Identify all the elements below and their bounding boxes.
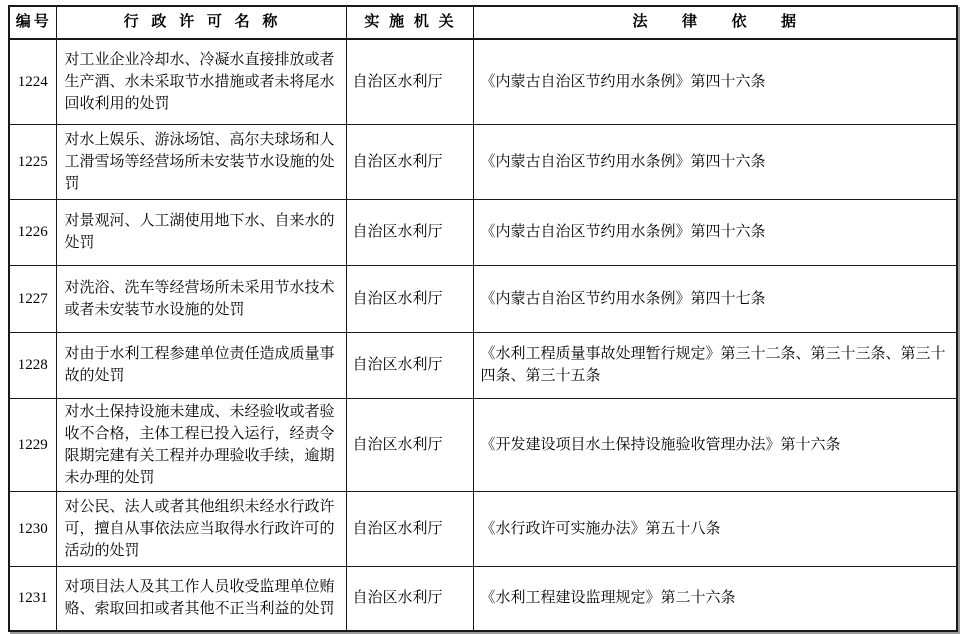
table-row <box>9 491 957 566</box>
cell-legal-basis: 《内蒙古自治区节约用水条例》第四十六条 <box>473 39 957 124</box>
cell-legal-basis: 《开发建设项目水土保持设施验收管理办法》第十六条 <box>473 398 957 491</box>
cell-permit-name: 对由于水利工程参建单位责任造成质量事故的处罚 <box>56 332 346 398</box>
col-header-agency: 实施机关 <box>346 6 473 39</box>
cell-legal-basis: 《水利工程质量事故处理暂行规定》第三十二条、第三十三条、第三十四条、第三十五条 <box>473 332 957 398</box>
cell-agency: 自治区水利厅 <box>346 124 473 199</box>
cell-agency: 自治区水利厅 <box>346 332 473 398</box>
col-header-id: 编号 <box>9 6 56 39</box>
cell-permit-name: 对工业企业冷却水、冷凝水直接排放或者生产酒、水未采取节水措施或者未将尾水回收利用的处罚 <box>56 39 346 124</box>
cell-id: 1225 <box>9 124 56 199</box>
cell-id: 1224 <box>9 39 56 124</box>
table-row <box>9 199 957 265</box>
table-row <box>9 566 957 631</box>
col-header-permit-name: 行政许可名称 <box>56 6 346 39</box>
permits-table <box>8 5 958 632</box>
cell-legal-basis: 《水行政许可实施办法》第五十八条 <box>473 491 957 566</box>
col-header-legal-basis: 法律依据 <box>473 6 957 39</box>
cell-agency: 自治区水利厅 <box>346 199 473 265</box>
cell-permit-name: 对公民、法人或者其他组织未经水行政许可，擅自从事依法应当取得水行政许可的活动的处罚 <box>56 491 346 566</box>
cell-permit-name: 对景观河、人工湖使用地下水、自来水的处罚 <box>56 199 346 265</box>
cell-legal-basis: 《内蒙古自治区节约用水条例》第四十六条 <box>473 199 957 265</box>
table-row <box>9 398 957 491</box>
cell-id: 1231 <box>9 566 56 631</box>
cell-agency: 自治区水利厅 <box>346 265 473 332</box>
cell-legal-basis: 《内蒙古自治区节约用水条例》第四十六条 <box>473 124 957 199</box>
cell-legal-basis: 《水利工程建设监理规定》第二十六条 <box>473 566 957 631</box>
cell-permit-name: 对洗浴、洗车等经营场所未采用节水技术或者未安装节水设施的处罚 <box>56 265 346 332</box>
cell-agency: 自治区水利厅 <box>346 491 473 566</box>
cell-agency: 自治区水利厅 <box>346 398 473 491</box>
cell-id: 1229 <box>9 398 56 491</box>
cell-id: 1227 <box>9 265 56 332</box>
table-row <box>9 265 957 332</box>
table-row <box>9 332 957 398</box>
table-body <box>9 39 957 631</box>
cell-permit-name: 对项目法人及其工作人员收受监理单位贿赂、索取回扣或者其他不正当利益的处罚 <box>56 566 346 631</box>
table-row <box>9 124 957 199</box>
cell-id: 1230 <box>9 491 56 566</box>
cell-agency: 自治区水利厅 <box>346 566 473 631</box>
cell-permit-name: 对水土保持设施未建成、未经验收或者验收不合格，主体工程已投入运行，经责令限期完建有关工程并办理验收手续，逾期未办理的处罚 <box>56 398 346 491</box>
cell-id: 1228 <box>9 332 56 398</box>
cell-legal-basis: 《内蒙古自治区节约用水条例》第四十七条 <box>473 265 957 332</box>
cell-id: 1226 <box>9 199 56 265</box>
cell-permit-name: 对水上娱乐、游泳场馆、高尔夫球场和人工滑雪场等经营场所未安装节水设施的处罚 <box>56 124 346 199</box>
table-header-row <box>9 6 957 39</box>
table-row <box>9 39 957 124</box>
cell-agency: 自治区水利厅 <box>346 39 473 124</box>
